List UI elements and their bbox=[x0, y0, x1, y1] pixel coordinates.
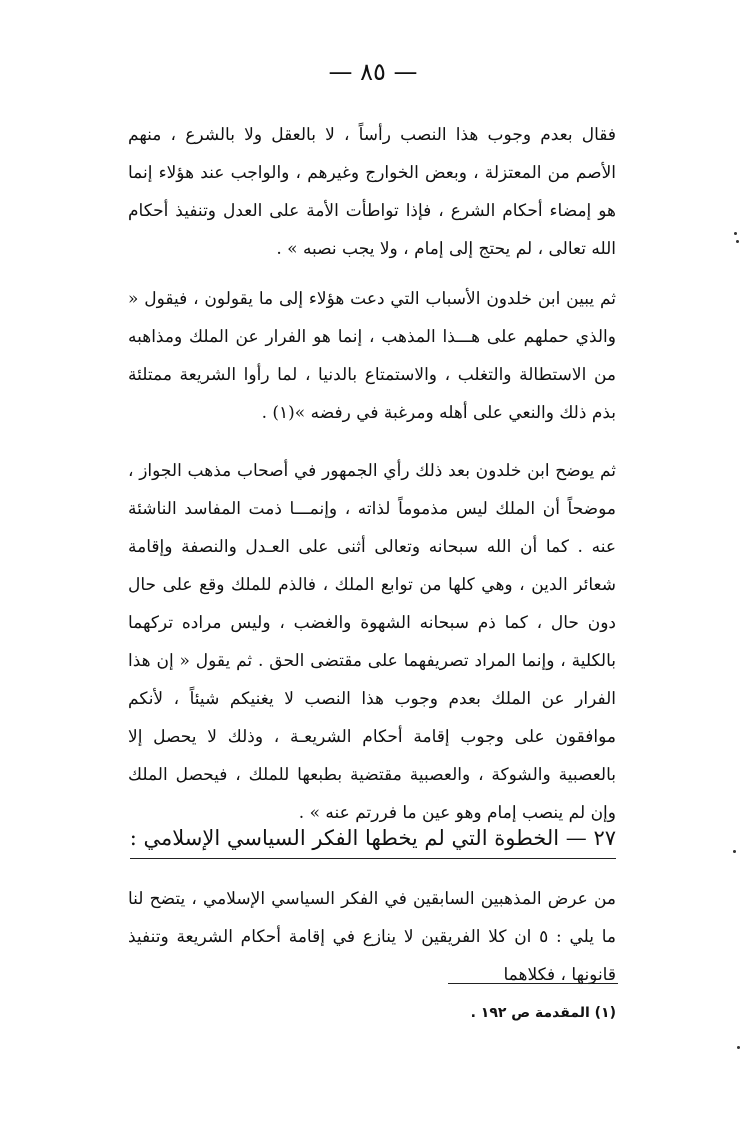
scan-speck bbox=[737, 1046, 740, 1049]
scan-speck bbox=[733, 850, 736, 853]
footnote-divider bbox=[448, 983, 618, 984]
paragraph-2-text: ثم يبين ابن خلدون الأسباب التي دعت هؤلاء إلى ما يقولون ، فيقول « والذي حملهم على هـــذا المذهب ، إنما هو الفرار عن الملك ومذاهبه من الاستطالة والتغلب ، والاستمتاع بالدنيا ، لما رأوا الشريعة ممتلئة بذم ذلك والنعي على أهله ومرغبة في رفضه »(١) . bbox=[128, 289, 616, 423]
paragraph-4-text: من عرض المذهبين السابقين في الفكر السياسي الإسلامي ، يتضح لنا ما يلي : ٥ ان كلا الفريقين لا ينازع في إقامة أحكام الشريعة وتنفيذ قانونها ، فكلاهما bbox=[128, 889, 616, 985]
section-heading: ٢٧ — الخطوة التي لم يخطها الفكر السياسي الإسلامي : bbox=[130, 822, 616, 859]
scan-speck bbox=[734, 232, 737, 235]
paragraph-2 bbox=[128, 280, 616, 432]
paragraph-3 bbox=[128, 452, 616, 832]
scan-speck bbox=[736, 240, 739, 243]
paragraph-1 bbox=[128, 116, 616, 268]
paragraph-1-text: فقال بعدم وجوب هذا النصب رأساً ، لا بالعقل ولا بالشرع ، منهم الأصم من المعتزلة ، وبعض الخوارج وغيرهم ، والواجب عند هؤلاء إنما هو إمضاء أحكام الشرع ، فإذا تواطأت الأمة على العدل وتنفيذ أحكام الله تعالى ، لم يحتج إلى إمام ، ولا يجب نصبه » . bbox=[128, 125, 616, 259]
footnote: (١) المقدمة ص ١٩٢ . bbox=[470, 1005, 616, 1021]
paragraph-4 bbox=[128, 880, 616, 994]
page-number: — ٨٥ — bbox=[328, 58, 418, 86]
paragraph-3-text: ثم يوضح ابن خلدون بعد ذلك رأي الجمهور في أصحاب مذهب الجواز ، موضحاً أن الملك ليس مذموماً لذاته ، وإنمـــا ذمت المفاسد الناشئة عنه . كما أن الله سبحانه وتعالى أثنى على العـدل والنصفة وإقامة شعائر الدين ، وهي كلها من توابع الملك ، فالذم للملك وقع على حال دون حال ، كما ذم سبحانه الشهوة والغضب ، وليس مراده تركهما بالكلية ، وإنما المراد تصريفهما على مقتضى الحق . ثم يقول « إن هذا الفرار عن الملك بعدم وجوب هذا النصب لا يغنيكم شيئاً ، لأنكم موافقون على وجوب إقامة أحكام الشريعـة ، وذلك لا يحصل إلا بالعصبية والشوكة ، والعصبية مقتضية بطبعها للملك ، فيحصل الملك وإن لم ينصب إمام وهو عين ما فررتم عنه » . bbox=[128, 461, 616, 823]
